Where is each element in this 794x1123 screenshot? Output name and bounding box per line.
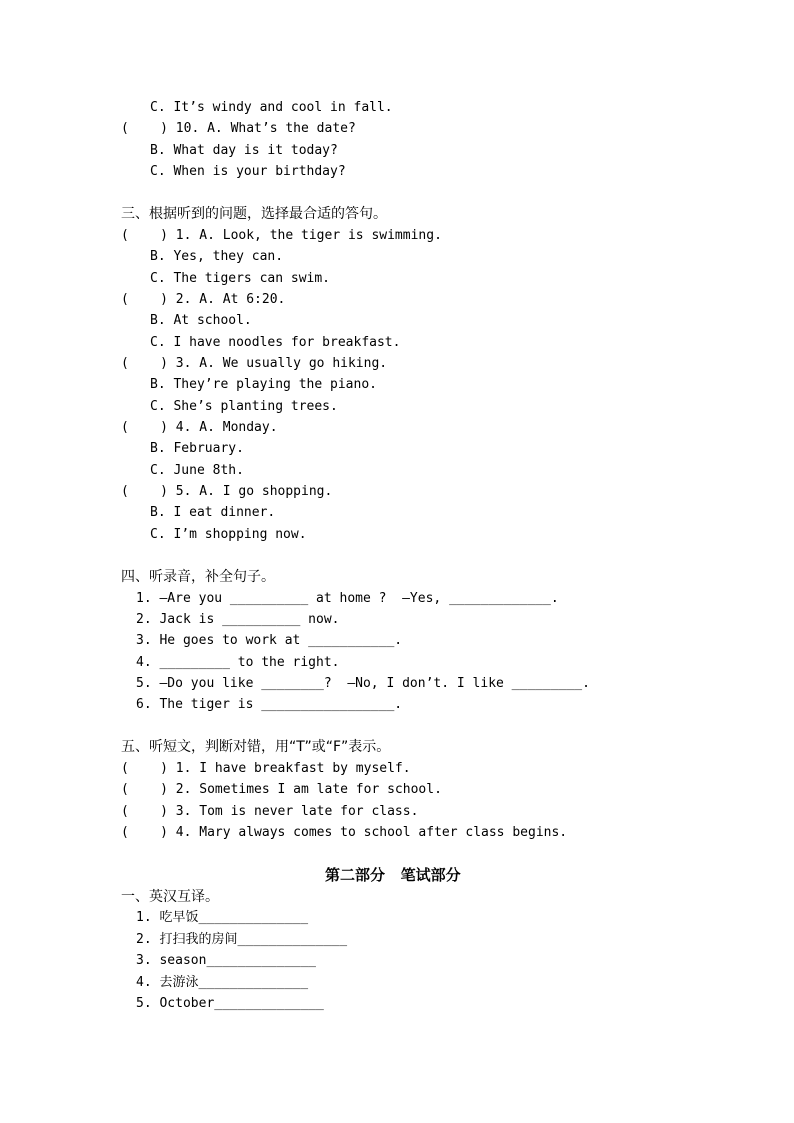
option-b: B. I eat dinner. (150, 505, 276, 520)
fill-blank-item: 2. Jack is __________ now. (136, 612, 340, 627)
true-false-item: ( ) 4. Mary always comes to school after class begins. (121, 825, 568, 840)
option-c: C. June 8th. (150, 463, 244, 478)
fill-blank-item: 6. The tiger is _________________. (136, 697, 403, 712)
fill-blank-item: 4. _________ to the right. (136, 655, 340, 670)
option-c: C. The tigers can swim. (150, 271, 331, 286)
fill-blank-item: 5. —Do you like ________? —No, I don’t. I like _________. (136, 676, 590, 691)
translation-item: 1. 吃早饭______________ (136, 910, 309, 925)
true-false-item: ( ) 3. Tom is never late for class. (121, 804, 419, 819)
section-heading: 四、听录音，补全句子。 (121, 569, 275, 585)
question-item: ( ) 2. A. At 6:20. (121, 292, 286, 307)
true-false-item: ( ) 1. I have breakfast by myself. (121, 761, 411, 776)
option-c: C. I have noodles for breakfast. (150, 335, 401, 350)
option-c: C. I’m shopping now. (150, 527, 307, 542)
option-b: B. February. (150, 441, 244, 456)
section-heading: 三、根据听到的问题，选择最合适的答句。 (121, 206, 387, 222)
translation-item: 3. season______________ (136, 953, 317, 968)
question-item: ( ) 5. A. I go shopping. (121, 484, 333, 499)
translation-item: 4. 去游泳______________ (136, 975, 309, 990)
question-item: ( ) 4. A. Monday. (121, 420, 278, 435)
option-b: B. They’re playing the piano. (150, 377, 377, 392)
question-item: ( ) 10. A. What’s the date? (121, 121, 356, 136)
translation-item: 2. 打扫我的房间______________ (136, 932, 348, 947)
fill-blank-item: 3. He goes to work at ___________. (136, 633, 403, 648)
option-b: B. Yes, they can. (150, 249, 284, 264)
fill-blank-item: 1. —Are you __________ at home ? —Yes, _____________. (136, 591, 559, 606)
part-title: 第二部分 笔试部分 (325, 866, 461, 884)
option-c: C. When is your birthday? (150, 164, 346, 179)
question-item: ( ) 1. A. Look, the tiger is swimming. (121, 228, 442, 243)
option-c: C. It’s windy and cool in fall. (150, 100, 393, 115)
question-item: ( ) 3. A. We usually go hiking. (121, 356, 388, 371)
option-b: B. What day is it today? (150, 143, 338, 158)
true-false-item: ( ) 2. Sometimes I am late for school. (121, 782, 442, 797)
option-c: C. She’s planting trees. (150, 399, 338, 414)
translation-item: 5. October______________ (136, 996, 324, 1011)
option-b: B. At school. (150, 313, 252, 328)
section-heading: 五、听短文，判断对错，用“T”或“F”表示。 (121, 739, 391, 755)
section-heading: 一、英汉互译。 (121, 889, 219, 905)
